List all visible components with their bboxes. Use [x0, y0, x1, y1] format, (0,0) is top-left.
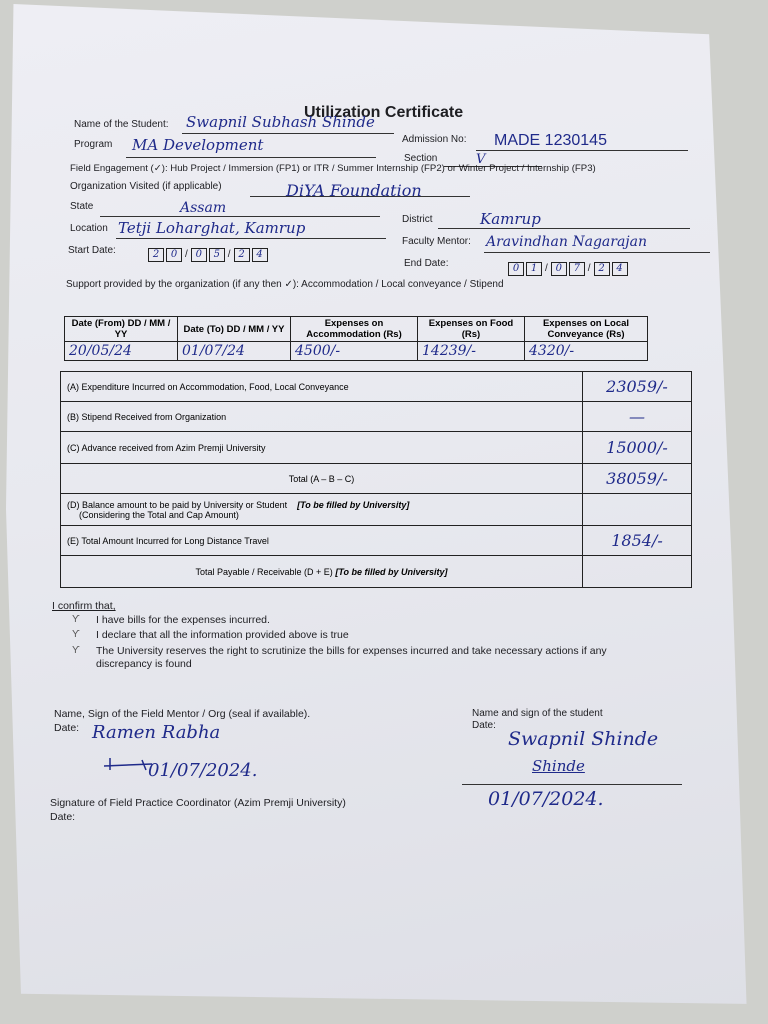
expense-table: [64, 316, 648, 361]
mentor-date-value: 01/07/2024.: [148, 760, 258, 781]
location-label: Location: [70, 223, 108, 234]
row-d-value: [583, 494, 692, 526]
student-date-value: 01/07/2024.: [488, 788, 604, 810]
table-row: [61, 526, 692, 556]
mentor-name-signature: Ramen Rabha: [92, 722, 221, 743]
coordinator-date-label: Date:: [50, 811, 76, 823]
table-row: [61, 494, 692, 526]
total-payable-label: Total Payable / Receivable (D + E): [195, 566, 333, 577]
header-date-to: Date (To) DD / MM / YY: [178, 317, 291, 342]
header-conveyance: Expenses on Local Conveyance (Rs): [525, 317, 648, 342]
total-payable-cell: [61, 556, 583, 588]
state-label: State: [70, 201, 94, 212]
mentor-label: Faculty Mentor:: [402, 236, 471, 247]
section-value: V: [476, 152, 486, 167]
program-value: MA Development: [132, 136, 264, 154]
total-payable-note: [To be filled by University]: [335, 566, 448, 577]
student-date-label: Date:: [472, 720, 496, 731]
table-row: [61, 556, 692, 588]
student-sign-label: Name and sign of the student: [472, 708, 603, 719]
start-date-label: Start Date:: [68, 245, 116, 256]
name-label: Name of the Student:: [74, 119, 169, 130]
location-value: Tetji Loharghat, Kamrup: [118, 219, 306, 237]
row-d-label: (D) Balance amount to be paid by University or Student: [67, 499, 288, 510]
org-label: Organization Visited (if applicable): [70, 181, 222, 192]
row-d-cell: [61, 494, 583, 526]
row-b-label: (B) Stipend Received from Organization: [61, 402, 583, 432]
date-from-cell: 20/05/24: [65, 342, 178, 361]
bullet-icon: ϒ: [72, 629, 80, 640]
district-value: Kamrup: [480, 210, 541, 228]
bullet-icon: ϒ: [72, 645, 80, 656]
food-cell: 14239/-: [418, 342, 525, 361]
row-d-note: [To be filled by University]: [297, 499, 410, 510]
list-item: I declare that all the information provided above is true: [96, 629, 349, 641]
header-accommodation: Expenses on Accommodation (Rs): [291, 317, 418, 342]
org-value: DiYA Foundation: [286, 181, 422, 200]
admission-label: Admission No:: [402, 134, 467, 145]
coordinator-sign-label: Signature of Field Practice Coordinator (Azim Premji University): [50, 797, 346, 809]
row-c-label: (C) Advance received from Azim Premji University: [61, 432, 583, 464]
state-value: Assam: [180, 200, 227, 216]
start-date-boxes: 2 0 / 0 5 / 2 4: [148, 244, 270, 262]
district-label: District: [402, 214, 433, 225]
list-item: The University reserves the right to scrutinize the bills for expenses incurred and take necessary actions if any: [96, 645, 607, 657]
table-row: [61, 464, 692, 494]
date-to-cell: 01/07/24: [178, 342, 291, 361]
student-name-handwritten: Swapnil Shinde: [508, 728, 659, 750]
total-label: Total (A – B – C): [61, 464, 583, 494]
total-value: 38059/-: [583, 464, 692, 494]
list-item: discrepancy is found: [96, 658, 192, 670]
header-food: Expenses on Food (Rs): [418, 317, 525, 342]
accommodation-cell: 4500/-: [291, 342, 418, 361]
row-c-value: 15000/-: [583, 432, 692, 464]
support-text: Support provided by the organization (if any then ✓): Accommodation / Local conveyance / Stipend: [66, 279, 504, 290]
student-name-value: Swapnil Subhash Shinde: [186, 113, 375, 131]
row-a-value: 23059/-: [583, 372, 692, 402]
table-row: [61, 402, 692, 432]
confirm-heading: I confirm that,: [52, 600, 116, 612]
program-label: Program: [74, 139, 113, 150]
row-b-value: —: [583, 402, 692, 432]
table-row: [65, 342, 648, 361]
total-payable-value: [583, 556, 692, 588]
field-engagement-text: Field Engagement (✓): Hub Project / Immersion (FP1) or ITR / Summer Internship (FP2) or Winter Project / Internship (FP3): [70, 163, 596, 174]
mentor-value: Aravindhan Nagarajan: [486, 234, 647, 250]
end-date-boxes: 0 1 / 0 7 / 2 4: [508, 258, 630, 276]
row-d-label2: (Considering the Total and Cap Amount): [79, 509, 239, 520]
row-a-label: (A) Expenditure Incurred on Accommodation, Food, Local Conveyance: [61, 372, 583, 402]
bullet-icon: ϒ: [72, 614, 80, 625]
student-signature: Shinde: [532, 757, 585, 775]
table-row: [61, 372, 692, 402]
mentor-sign-label: Name, Sign of the Field Mentor / Org (seal if available).: [54, 708, 311, 720]
end-date-label: End Date:: [404, 258, 449, 269]
conveyance-cell: 4320/-: [525, 342, 648, 361]
summary-table: [60, 371, 692, 588]
row-e-value: 1854/-: [583, 526, 692, 556]
row-e-label: (E) Total Amount Incurred for Long Distance Travel: [61, 526, 583, 556]
section-label: Section: [404, 153, 438, 164]
admission-value: MADE 1230145: [494, 132, 607, 149]
header-date-from: Date (From) DD / MM / YY: [65, 317, 178, 342]
table-row: [61, 432, 692, 464]
page-title: Utilization Certificate: [304, 104, 464, 121]
mentor-date-label: Date:: [54, 722, 80, 734]
list-item: I have bills for the expenses incurred.: [96, 614, 270, 626]
